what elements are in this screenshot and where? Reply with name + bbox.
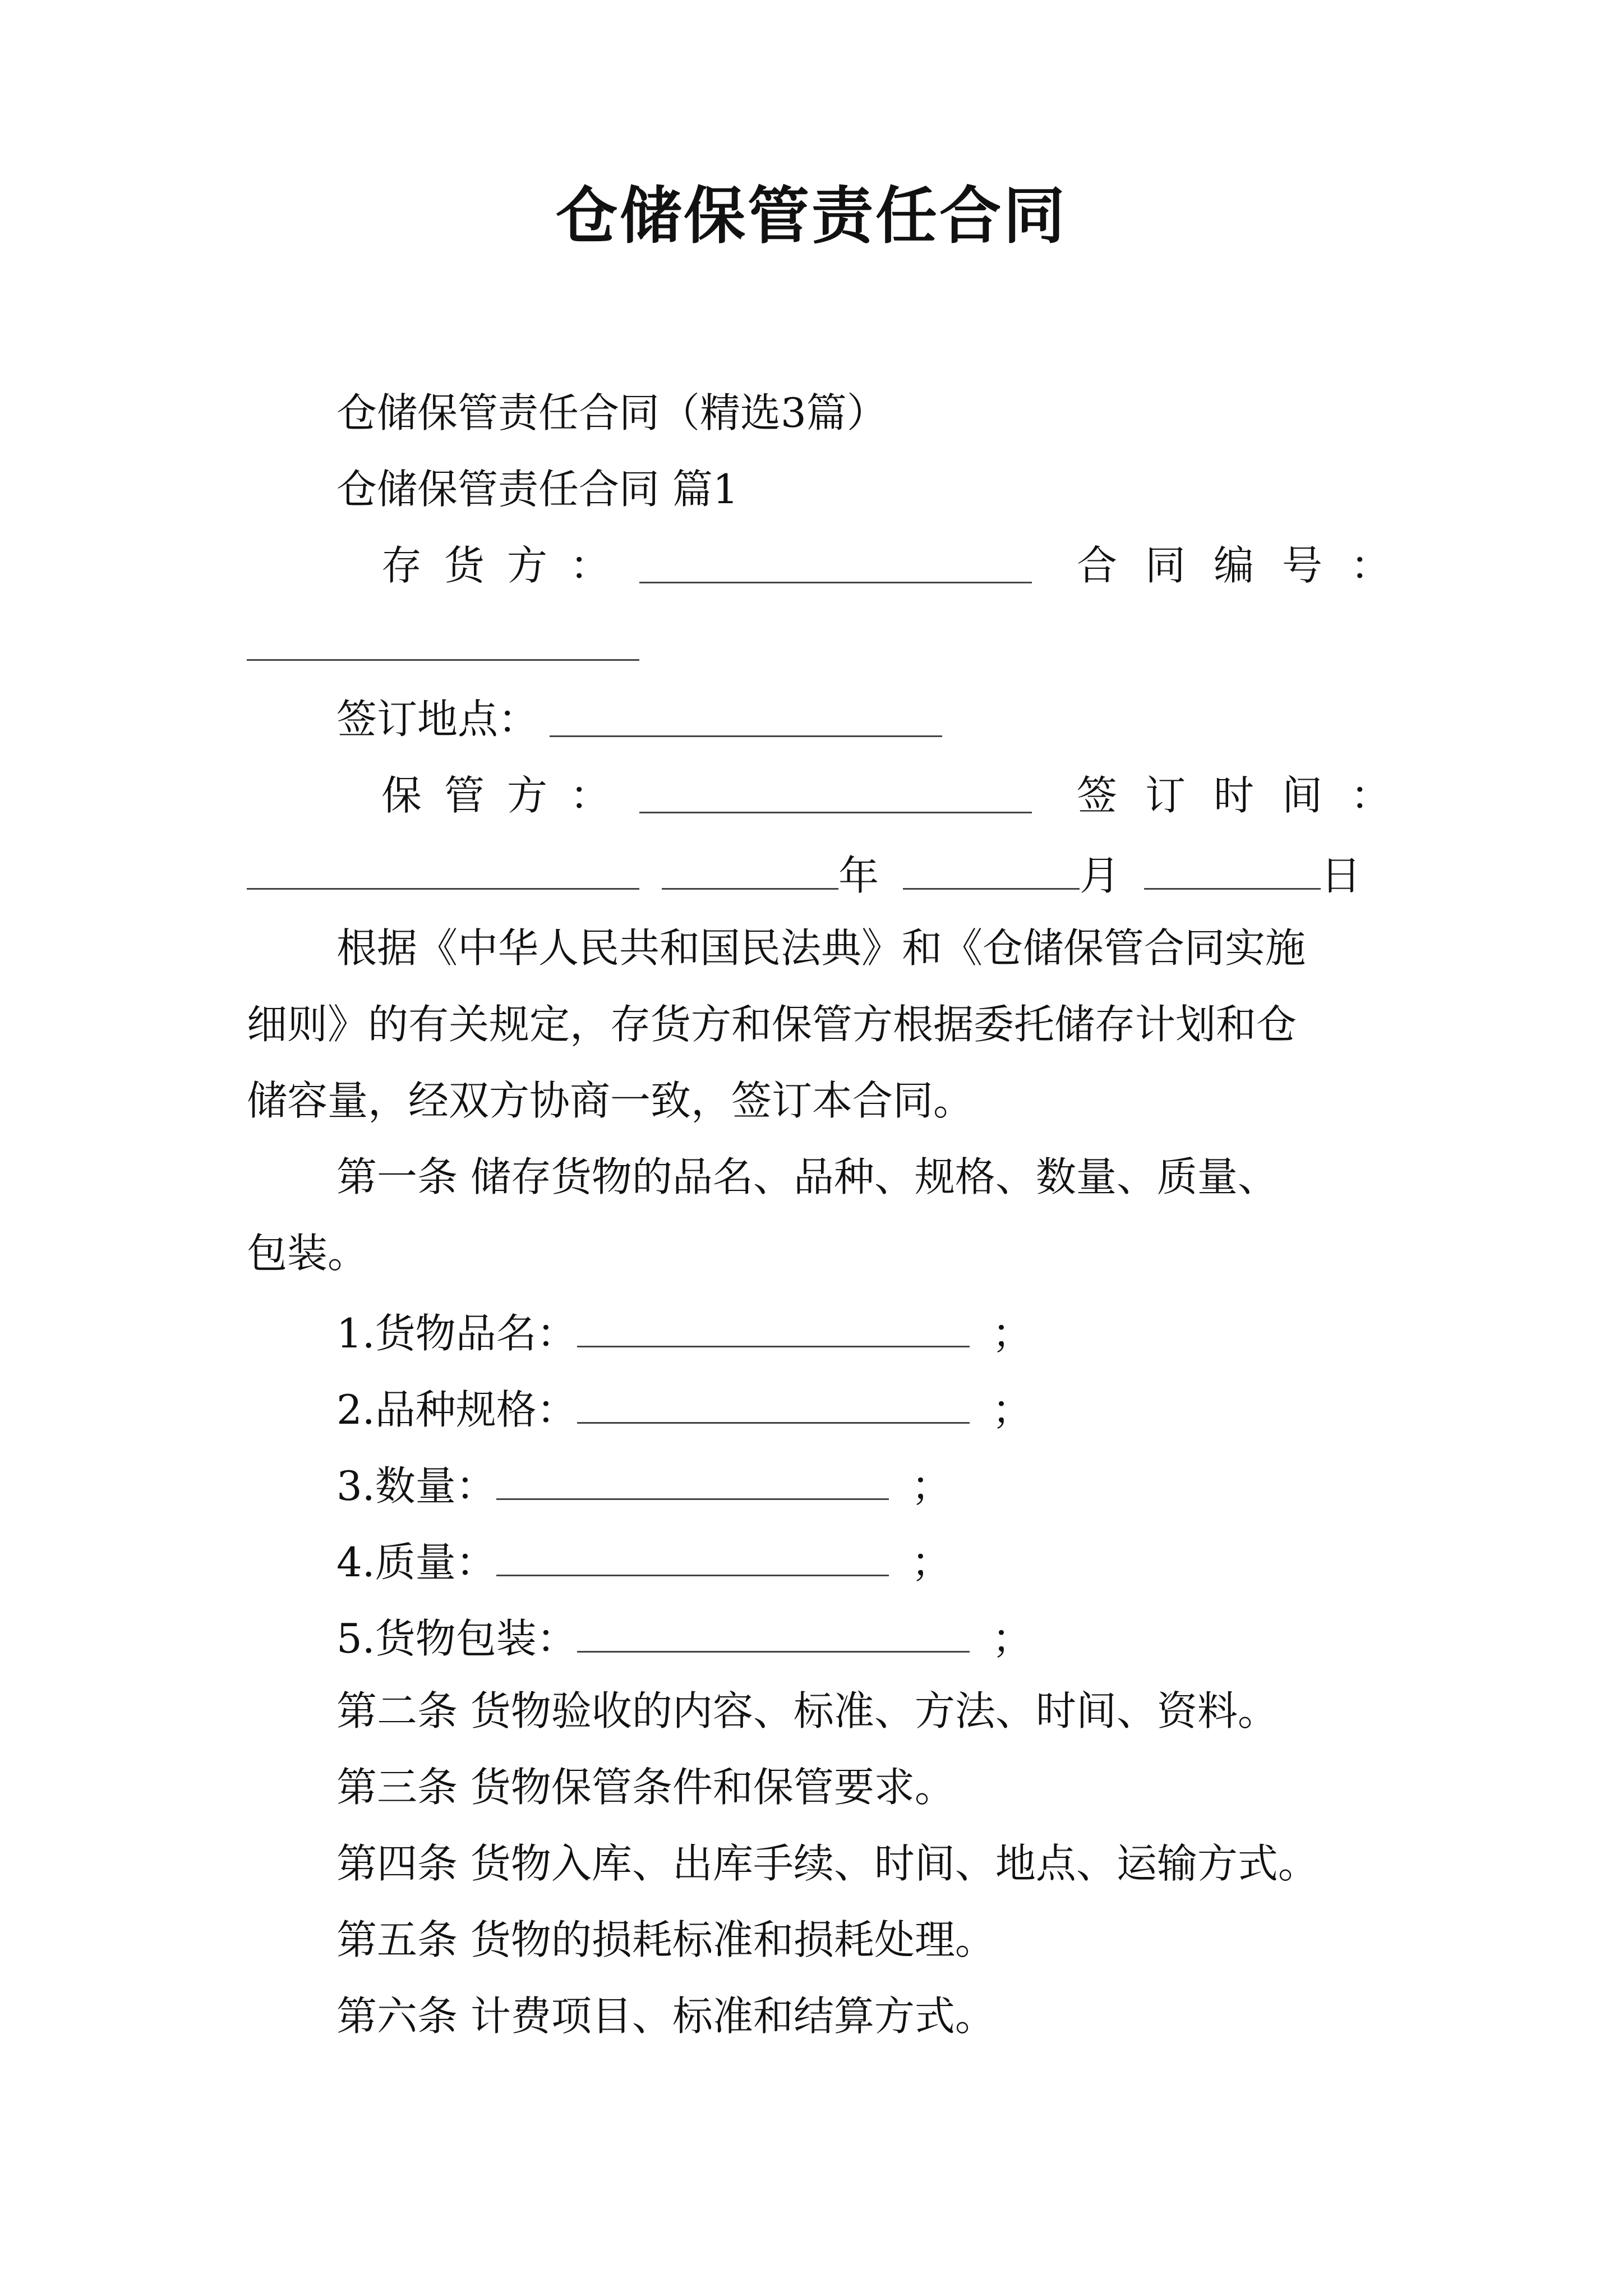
month-label: 月: [1080, 852, 1121, 899]
document-title: 仓储保管责任合同: [556, 180, 1067, 252]
sign-time-blank: [247, 852, 639, 896]
item-packaging: 5.货物包装： ；: [336, 1614, 1032, 1662]
article-2: 第二条 货物验收的内容、标准、方法、时间、资料。: [336, 1687, 1278, 1734]
article-4: 第四条 货物入库、出库手续、时间、地点、运输方式。: [336, 1840, 1318, 1887]
item-quality: 4.质量： ；: [336, 1538, 952, 1586]
keeper-label: 保管方：: [381, 772, 633, 819]
article-6: 第六条 计费项目、标准和结算方式。: [336, 1993, 995, 2040]
month-blank: [903, 852, 1121, 899]
sign-place-label: 签订地点：: [336, 696, 539, 743]
document-subtitle: 仓储保管责任合同（精选3篇）: [336, 389, 887, 436]
sign-place-blank: [550, 699, 942, 743]
year-label: 年: [838, 852, 879, 899]
item-goods-name: 1.货物品名： ；: [336, 1309, 1032, 1357]
day-label: 日: [1321, 852, 1362, 899]
intro-line-2: 细则》的有关规定，存货方和保管方根据委托储存计划和仓: [247, 1001, 1297, 1048]
intro-line-1: 根据《中华人民共和国民法典》和《仓储保管合同实施: [336, 924, 1306, 972]
article-1-line-2: 包装。: [247, 1230, 368, 1277]
item-variety-spec: 2.品种规格： ；: [336, 1386, 1032, 1433]
contract-no-label: 合同编号：: [1077, 542, 1419, 589]
contract-no-blank: [247, 623, 639, 667]
depositor-blank: [639, 545, 1032, 590]
depositor-label: 存货方：: [381, 542, 633, 589]
intro-line-3: 储容量，经双方协商一致，签订本合同。: [247, 1077, 974, 1124]
article-1-line-1: 第一条 储存货物的品名、品种、规格、数量、质量、: [336, 1153, 1278, 1200]
sign-time-label: 签订时间：: [1077, 772, 1419, 819]
article-3: 第三条 货物保管条件和保管要求。: [336, 1764, 955, 1811]
item-quantity: 3.数量： ；: [336, 1462, 952, 1510]
year-blank: [662, 852, 879, 899]
keeper-blank: [639, 775, 1032, 820]
article-5: 第五条 货物的损耗标准和损耗处理。: [336, 1916, 995, 1963]
section-heading: 仓储保管责任合同 篇1: [336, 466, 739, 513]
day-blank: [1144, 852, 1362, 899]
